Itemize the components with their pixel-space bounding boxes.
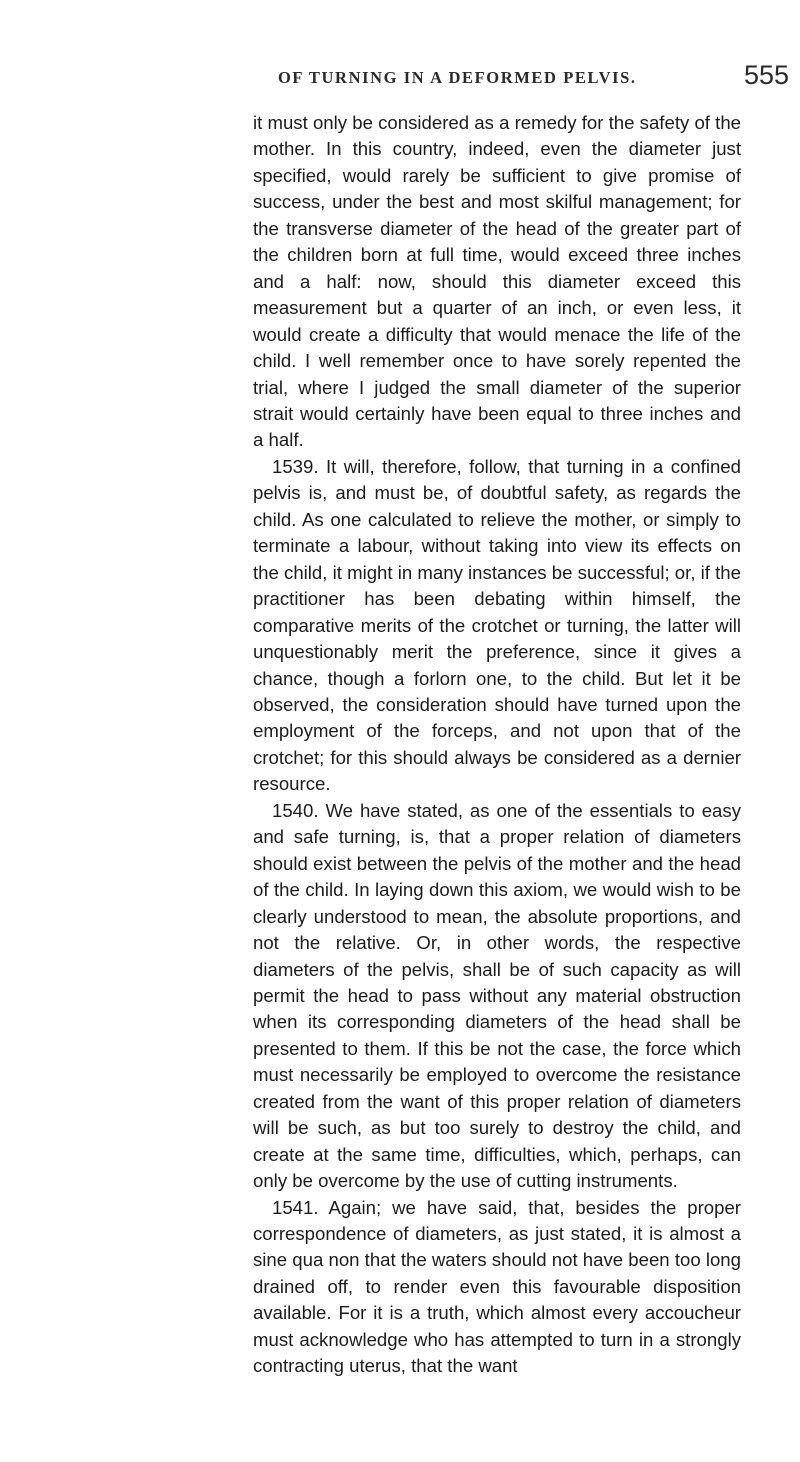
header-title: OF TURNING IN A DEFORMED PELVIS. bbox=[278, 68, 637, 87]
paragraph-continuation: it must only be considered as a remedy for the safety of the mother. In this country, indeed, even the diameter just specified, would rarely be sufficient to give promise of success, under the best and most skilful management; for the transverse diameter of the head of the greater part of the children born at full time, would exceed three inches and a half: now, should this diameter exceed this measurement but a quarter of an inch, or even less, it would create a difficulty that would menace the life of the child. I well remember once to have sorely repented the trial, where I judged the small diameter of the superior strait would certainly have been equal to three inches and a half. bbox=[253, 112, 741, 451]
running-header bbox=[278, 60, 798, 100]
body-text bbox=[253, 110, 741, 1380]
page-number: 555 bbox=[744, 60, 790, 90]
paragraph-1541: 1541. Again; we have said, that, besides the proper correspondence of diameters, as just stated, it is almost a sine qua non that the waters should not have been too long drained off, to render even this favourable disposition available. For it is a truth, which almost every accoucheur must acknowledge who has attempted to turn in a strongly contracting uterus, that the want bbox=[253, 1196, 741, 1377]
paragraph-1540: 1540. We have stated, as one of the essentials to easy and safe turning, is, that a proper relation of diameters should exist between the pelvis of the mother and the head of the child. In laying down this axiom, we would wish to be clearly understood to mean, the absolute proportions, and not the relative. Or, in other words, the respective diameters of the pelvis, shall be of such capacity as will permit the head to pass without any material obstruction when its corresponding diameters of the head shall be presented to them. If this be not the case, the force which must necessarily be employed to overcome the resistance created from the want of this proper relation of diameters will be such, as but too surely to destroy the child, and create at the same time, difficulties, which, perhaps, can only be overcome by the use of cutting instruments. bbox=[253, 799, 741, 1192]
paragraph-1539: 1539. It will, therefore, follow, that turning in a confined pelvis is, and must be, of doubtful safety, as regards the child. As one calculated to relieve the mother, or simply to terminate a labour, without taking into view its effects on the child, it might in many instances be successful; or, if the practitioner has been debating within himself, the comparative merits of the crotchet or turning, the latter will unquestionably merit the preference, since it gives a chance, though a forlorn one, to the child. But let it be observed, the consideration should have turned upon the employment of the forceps, and not upon that of the crotchet; for this should always be considered as a dernier resource. bbox=[253, 455, 741, 795]
